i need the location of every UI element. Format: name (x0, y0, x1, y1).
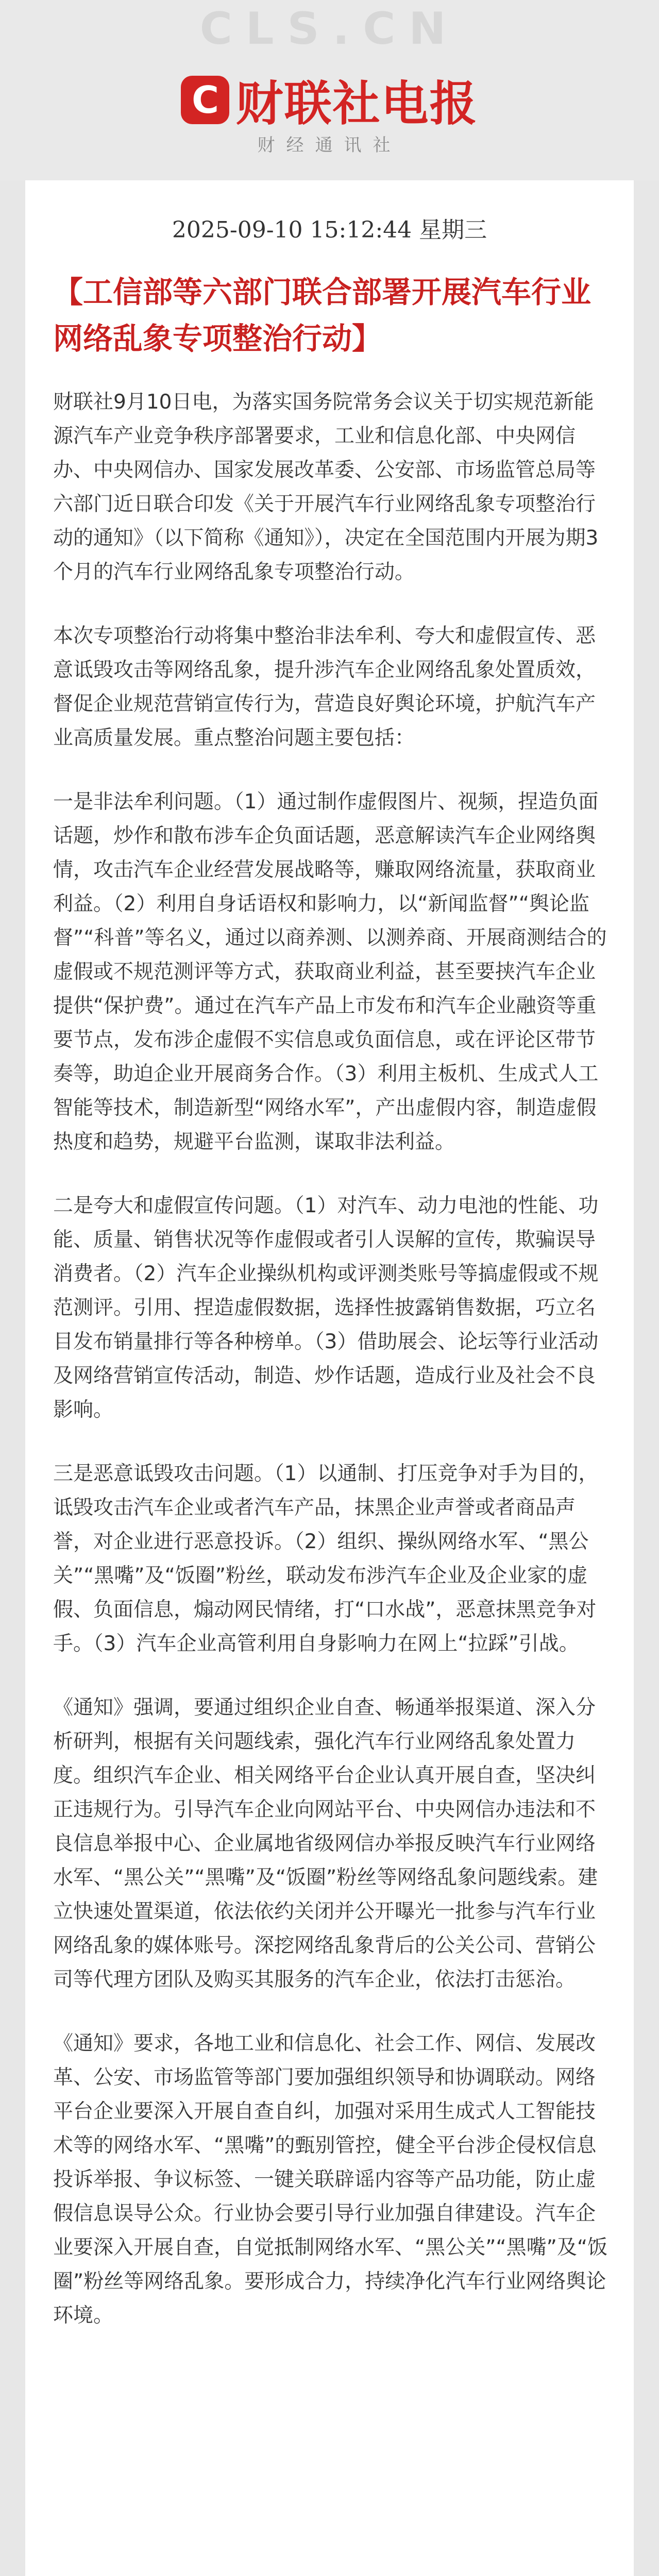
paragraph: 本次专项整治行动将集中整治非法牟利、夸大和虚假宣传、恶意诋毁攻击等网络乱象，提升涉汽车企业网络乱象处置质效，督促企业规范营销宣传行为，营造良好舆论环境，护航汽车产业高质量发展。重点整治问题主要包括： (53, 624, 596, 750)
logo (0, 66, 659, 134)
paragraph: 三是恶意诋毁攻击问题。（1）以通制、打压竞争对手为目的，诋毁攻击汽车企业或者汽车产品，抹黑企业声誉或者商品声誉，对企业进行恶意投诉。（2）组织、操纵网络水军、“黑公关”“黑嘴”及“饭圈”粉丝，联动发布涉汽车企业及企业家的虚假、负面信息，煽动网民情绪，打“口水战”，恶意抹黑竞争对手。（3）汽车企业高管利用自身影响力在网上“拉踩”引战。 (53, 1462, 599, 1655)
article-title: 【工信部等六部门联合部署开展汽车行业网络乱象专项整治行动】 (53, 275, 592, 356)
article-body (53, 385, 610, 2363)
paragraph: 二是夸大和虚假宣传问题。（1）对汽车、动力电池的性能、功能、质量、销售状况等作虚假或者引人误解的宣传，欺骗误导消费者。（2）汽车企业操纵机构或评测类账号等搞虚假或不规范测评。引用、捏造虚假数据，选择性披露销售数据，巧立名目发布销量排行等各种榜单。（3）借助展会、论坛等行业活动及网络营销宣传活动，制造、炒作话题，造成行业及社会不良影响。 (53, 1194, 599, 1421)
paragraph: 财联社9月10日电，为落实国务院常务会议关于切实规范新能源汽车产业竞争秩序部署要求，工业和信息化部、中央网信办、中央网信办、国家发展改革委、公安部、市场监管总局等六部门近日联合印发《关于开展汽车行业网络乱象专项整治行动的通知》（以下简称《通知》），决定在全国范围内开展为期3个月的汽车行业网络乱象专项整治行动。 (53, 391, 599, 584)
header (0, 0, 659, 180)
publish-datetime: 2025-09-10 15:12:44 星期三 (172, 217, 487, 243)
tagline: 财经通讯社 (257, 135, 402, 156)
logo-mark-letter: C (192, 78, 219, 122)
paragraph: 《通知》要求，各地工业和信息化、社会工作、网信、发展改革、公安、市场监管等部门要加强组织领导和协调联动。网络平台企业要深入开展自查自纠，加强对采用生成式人工智能技术等的网络水军、“黑嘴”的甄别管控，健全平台涉企侵权信息投诉举报、争议标签、一键关联辟谣内容等产品功能，防止虚假信息误导公众。行业协会要引导行业加强自律建设。汽车企业要深入开展自查，自觉抵制网络水军、“黑公关”“黑嘴”及“饭圈”粉丝等网络乱象。要形成合力，持续净化汽车行业网络舆论环境。 (53, 2032, 608, 2327)
paragraph: 《通知》强调，要通过组织企业自查、畅通举报渠道、深入分析研判，根据有关问题线索，强化汽车行业网络乱象处置力度。组织汽车企业、相关网络平台企业认真开展自查，坚决纠正违规行为。引导汽车企业向网站平台、中央网信办违法和不良信息举报中心、企业属地省级网信办举报反映汽车行业网络水军、“黑公关”“黑嘴”及“饭圈”粉丝等网络乱象问题线索。建立快速处置渠道，依法依约关闭并公开曝光一批参与汽车行业网络乱象的媒体账号。深挖网络乱象背后的公关公司、营销公司等代理方团队及购买其服务的汽车企业，依法打击惩治。 (53, 1696, 598, 1991)
watermark: CLS.CN (199, 3, 460, 55)
article-card (25, 180, 634, 2576)
paragraph: 一是非法牟利问题。（1）通过制作虚假图片、视频，捏造负面话题，炒作和散布涉车企负面话题，恶意解读汽车企业网络舆情，攻击汽车企业经营发展战略等，赚取网络流量，获取商业利益。（2）利用自身话语权和影响力，以“新闻监督”“舆论监督”“科普”等名义，通过以商养测、以测养商、开展商测结合的虚假或不规范测评等方式，获取商业利益，甚至要挟汽车企业提供“保护费”。通过在汽车产品上市发布和汽车企业融资等重要节点，发布涉企虚假不实信息或负面信息，或在评论区带节奏等，助迫企业开展商务合作。（3）利用主板机、生成式人工智能等技术，制造新型“网络水军”，产出虚假内容，制造虚假热度和趋势，规避平台监测，谋取非法利益。 (53, 790, 607, 1154)
logo-text: 财联社电报 (235, 76, 478, 131)
logo-mark-icon (181, 76, 229, 124)
